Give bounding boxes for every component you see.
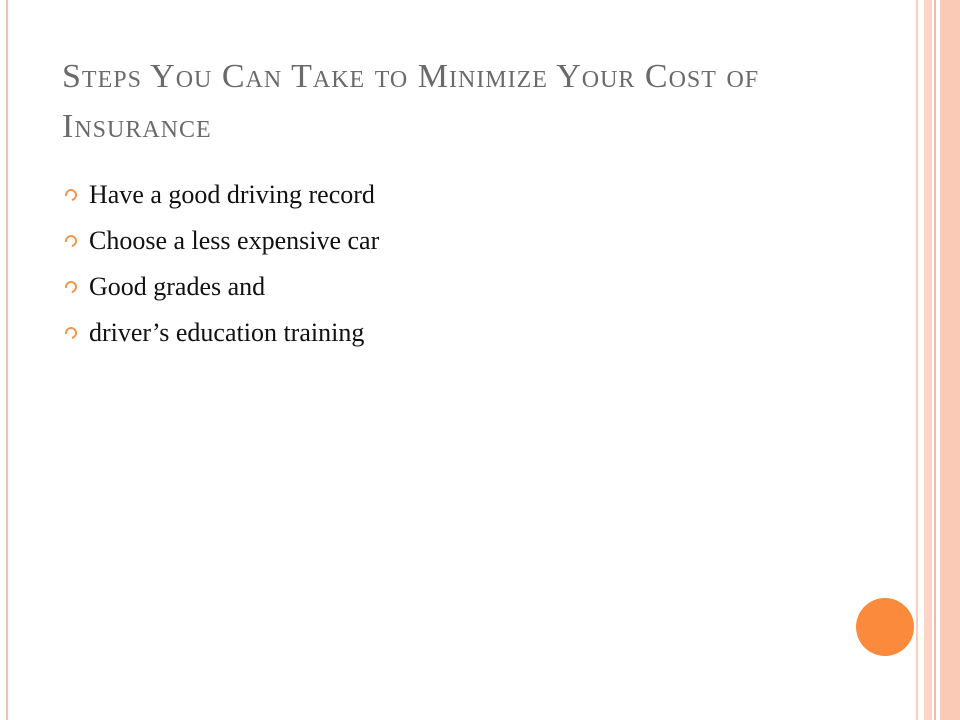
stripe-4 [940,0,960,720]
stripe-3 [934,0,936,720]
right-decorative-stripes [916,0,960,720]
left-border-line [6,0,8,720]
bullet-text: Good grades and [89,272,266,301]
bullet-text: Choose a less expensive car [89,226,380,255]
bullet-text: Have a good driving record [89,180,375,209]
bullet-item [62,310,379,356]
open-circle-bullet-icon [63,325,80,342]
open-circle-bullet-icon [63,279,80,296]
bullet-text: driver’s education training [89,318,365,347]
stripe-1 [916,0,918,720]
stripe-2 [924,0,932,720]
open-circle-bullet-icon [63,187,80,204]
bullet-item [62,218,379,264]
orange-circle-icon [856,598,914,656]
slide-title: Steps You Can Take to Minimize Your Cost of Insurance [62,58,760,145]
bullet-item [62,172,379,218]
bullet-list [62,172,379,356]
bullet-item [62,264,379,310]
open-circle-bullet-icon [63,233,80,250]
